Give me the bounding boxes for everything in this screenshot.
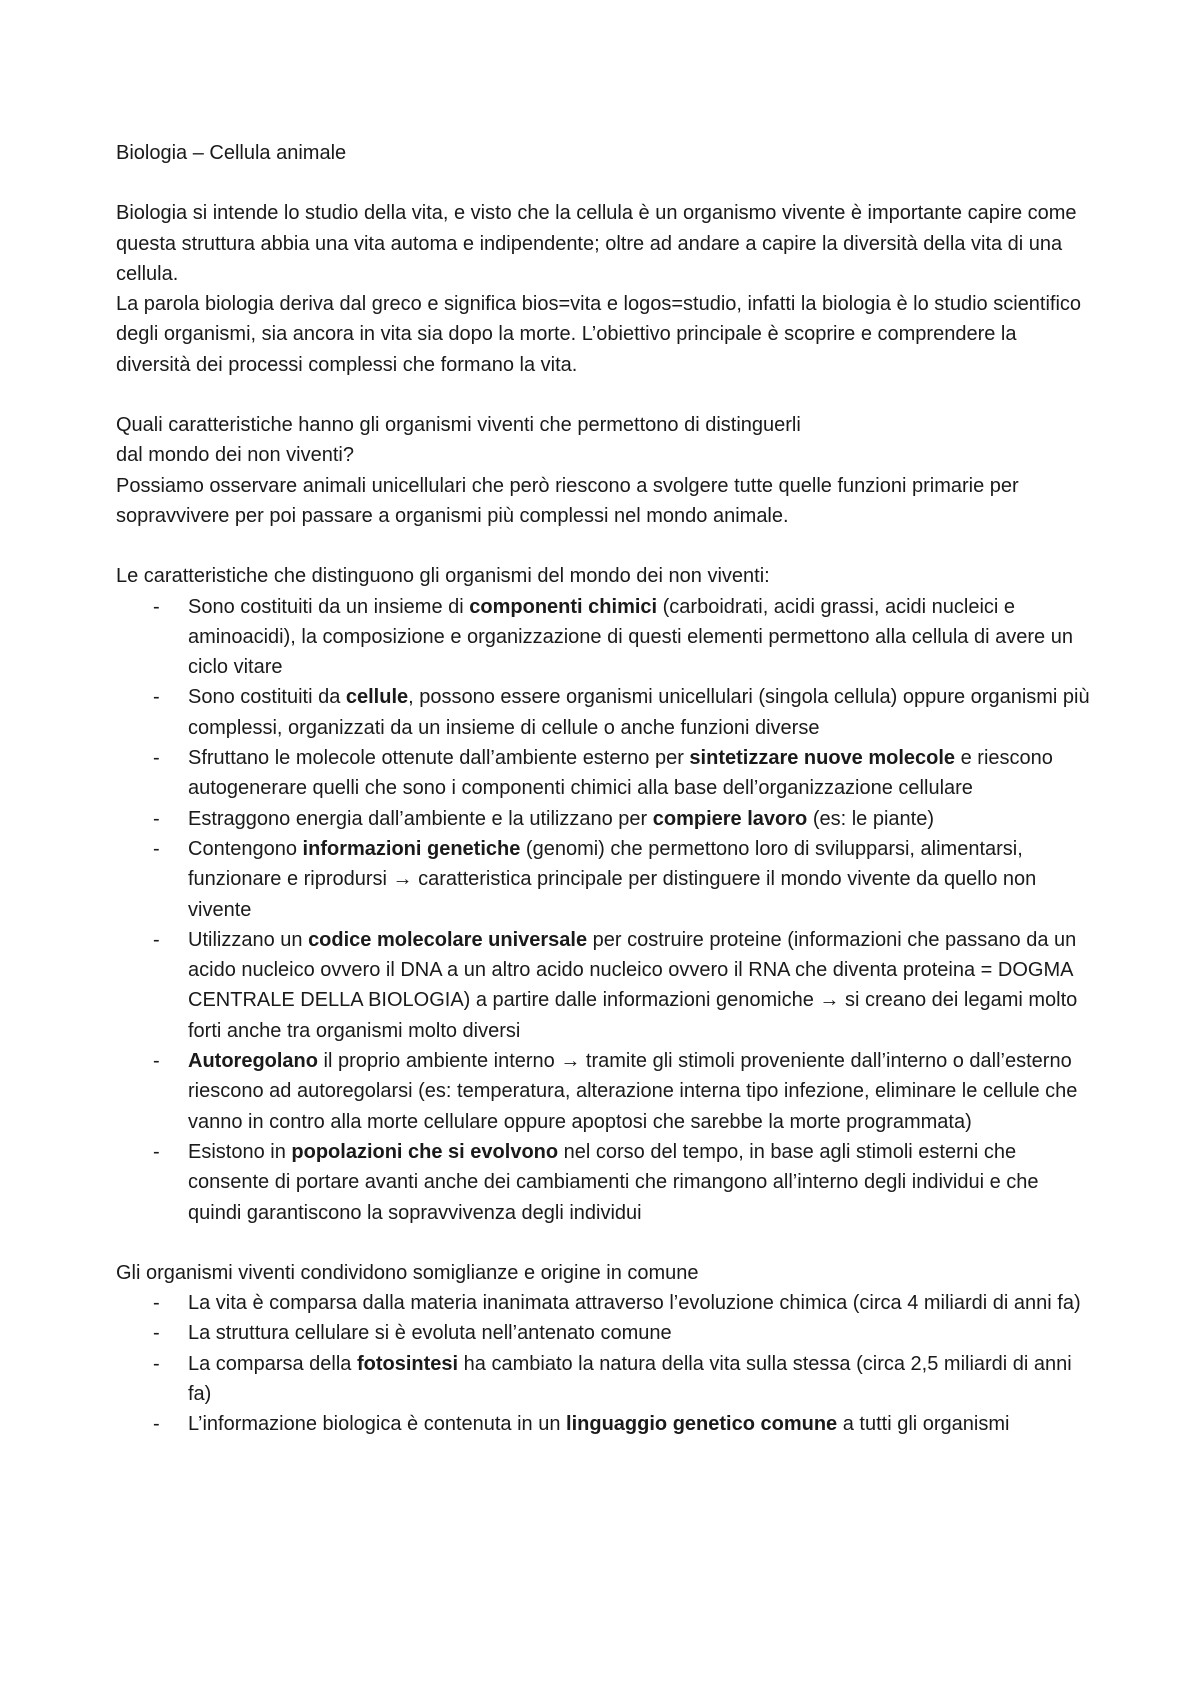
question-line-2: dal mondo dei non viventi? [116, 444, 354, 467]
list-item: - Sono costituiti da cellule, possono essere organismi unicellulari (singola cellula) oppure organismi più complessi, organizzati da un insieme di cellule o anche funzioni diverse [116, 682, 1096, 743]
list-item: - Esistono in popolazioni che si evolvono nel corso del tempo, in base agli stimoli esterni che consente di portare avanti anche dei cambiamenti che rimangono all’interno degli individui e che quindi garantiscono la sopravvivenza degli individui [116, 1137, 1096, 1228]
list-item: - La vita è comparsa dalla materia inanimata attraverso l’evoluzione chimica (circa 4 miliardi di anni fa) [116, 1288, 1096, 1318]
document-page [116, 138, 1096, 1440]
list-item: - L’informazione biologica è contenuta in un linguaggio genetico comune a tutti gli organismi [116, 1409, 1096, 1439]
list-item: - La struttura cellulare si è evoluta nell’antenato comune [116, 1318, 1096, 1348]
list-item: - Sfruttano le molecole ottenute dall’ambiente esterno per sintetizzare nuove molecole e riescono autogenerare quelli che sono i componenti chimici alla base dell’organizzazione cellulare [116, 743, 1096, 804]
origins-list [116, 1288, 1096, 1439]
list-item: - Contengono informazioni genetiche (genomi) che permettono loro di svilupparsi, alimentarsi, funzionare e riprodursi → caratteristica principale per distinguere il mondo vivente da quello non vivente [116, 834, 1096, 925]
question-answer: Possiamo osservare animali unicellulari che però riescono a svolgere tutte quelle funzioni primarie per sopravvivere per poi passare a organismi più complessi nel mondo animale. [116, 474, 1019, 527]
question-line-1: Quali caratteristiche hanno gli organismi viventi che permettono di distinguerli [116, 414, 801, 437]
characteristics-heading: Le caratteristiche che distinguono gli organismi del mondo dei non viventi: [116, 565, 770, 588]
list-item: - Sono costituiti da un insieme di componenti chimici (carboidrati, acidi grassi, acidi nucleici e aminoacidi), la composizione e organizzazione di questi elementi permettono alla cellula di avere un ciclo vitare [116, 592, 1096, 683]
list-item: - Estraggono energia dall’ambiente e la utilizzano per compiere lavoro (es: le piante) [116, 804, 1096, 834]
origins-heading: Gli organismi viventi condividono somiglianze e origine in comune [116, 1261, 699, 1284]
list-item: - La comparsa della fotosintesi ha cambiato la natura della vita sulla stessa (circa 2,5 miliardi di anni fa) [116, 1349, 1096, 1410]
intro-paragraph-2: La parola biologia deriva dal greco e significa bios=vita e logos=studio, infatti la biologia è lo studio scientifico degli organismi, sia ancora in vita sia dopo la morte. L’obiettivo principale è scoprire e comprendere la diversità dei processi complessi che formano la vita. [116, 293, 1082, 376]
document-title: Biologia – Cellula animale [116, 142, 347, 164]
intro-paragraph-1: Biologia si intende lo studio della vita, e visto che la cellula è un organismo vivente è importante capire come questa struttura abbia una vita automa e indipendente; oltre ad andare a capire la diversità della vita di una cellula. [116, 202, 1077, 285]
list-item: - Autoregolano il proprio ambiente interno → tramite gli stimoli proveniente dall’interno o dall’esterno riescono ad autoregolarsi (es: temperatura, alterazione interna tipo infezione, eliminare le cellule che vanno in contro alla morte cellulare oppure apoptosi che sarebbe la morte programmata) [116, 1046, 1096, 1137]
list-item: - Utilizzano un codice molecolare universale per costruire proteine (informazioni che passano da un acido nucleico ovvero il DNA a un altro acido nucleico ovvero il RNA che diventa proteina = DOGMA CENTRALE DELLA BIOLOGIA) a partire dalle informazioni genomiche → si creano dei legami molto forti anche tra organismi molto diversi [116, 925, 1096, 1046]
characteristics-list [116, 592, 1096, 1228]
